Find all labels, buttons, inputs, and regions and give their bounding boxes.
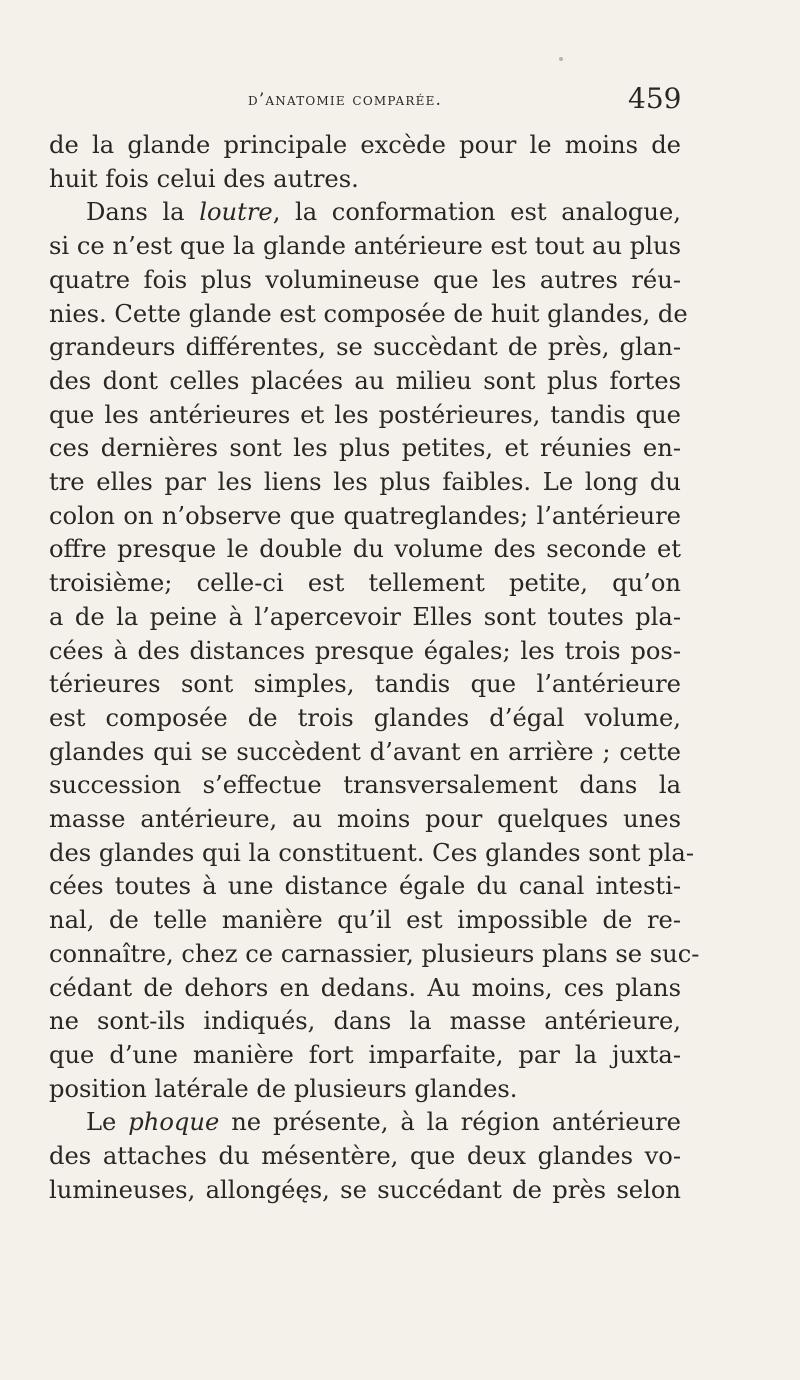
text-line: offre presque le double du volume des seconde et <box>49 535 681 564</box>
text-line <box>49 196 681 230</box>
text-line: de la glande principale excède pour le moins de <box>49 131 681 159</box>
page-number: 459 <box>628 82 682 115</box>
text-line: que d’une manière fort imparfaite, par la juxta- <box>49 1040 681 1069</box>
text-line: quatre fois plus volumineuse que les autres réu- <box>49 265 681 294</box>
text-line: des attaches du mésentère, que deux glandes vo- <box>49 1142 681 1171</box>
text-line: a de la peine à l’apercevoir Elles sont toutes pla- <box>49 602 681 631</box>
text-line: cédant de dehors en dedans. Au moins, ces plans <box>49 973 681 1002</box>
text-line: que les antérieures et les postérieures, tandis que <box>49 400 681 429</box>
text-line: troisième; celle-ci est tellement petite, qu’on <box>49 569 681 598</box>
paper-speck <box>559 57 563 61</box>
text-line: ces dernières sont les plus petites, et réunies en- <box>49 434 681 463</box>
text-line: lumineuses, allongéęs, se succédant de près selon <box>49 1175 681 1204</box>
text-line <box>49 1106 681 1140</box>
text-fragment: ne présente, à la région antérieure <box>219 1108 681 1137</box>
text-line: huit fois celui des autres. <box>49 164 359 193</box>
text-line: si ce n’est que la glande antérieure est tout au plus <box>49 232 681 261</box>
text-line: connaître, chez ce carnassier, plusieurs plans se suc- <box>49 939 700 968</box>
text-line: colon on n’observe que quatreglandes; l’antérieure <box>49 501 681 530</box>
text-line: glandes qui se succèdent d’avant en arrière ; cette <box>49 737 681 766</box>
text-line: térieures sont simples, tandis que l’antérieure <box>49 670 681 699</box>
text-line: des glandes qui la constituent. Ces glandes sont pla- <box>49 838 694 867</box>
text-line: cées toutes à une distance égale du canal intesti- <box>49 872 681 901</box>
running-head: d’anatomie comparée. <box>248 90 443 110</box>
text-line: ne sont-ils indiqués, dans la masse antérieure, <box>49 1007 681 1036</box>
text-line: des dont celles placées au milieu sont plus fortes <box>49 366 681 395</box>
text-line: position latérale de plusieurs glandes. <box>49 1074 518 1103</box>
body-text <box>49 129 700 1208</box>
text-fragment: Le <box>86 1108 129 1137</box>
text-line: cées à des distances presque égales; les trois pos- <box>49 636 681 665</box>
text-line: est composée de trois glandes d’égal volume, <box>49 703 681 732</box>
italic-term-phoque: phoque <box>128 1108 220 1137</box>
text-fragment: , la conformation est analogue, <box>272 198 681 227</box>
text-fragment: Dans la <box>86 198 200 227</box>
text-line: nies. Cette glande est composée de huit glandes, de <box>49 299 688 328</box>
text-line: grandeurs différentes, se succèdant de près, glan- <box>49 333 681 362</box>
text-line: tre elles par les liens les plus faibles. Le long du <box>49 468 681 497</box>
text-line: nal, de telle manière qu’il est impossible de re- <box>49 906 681 935</box>
text-line: masse antérieure, au moins pour quelques unes <box>49 805 681 834</box>
italic-term-loutre: loutre <box>199 198 273 227</box>
text-line: succession s’effectue transversalement dans la <box>49 771 681 800</box>
